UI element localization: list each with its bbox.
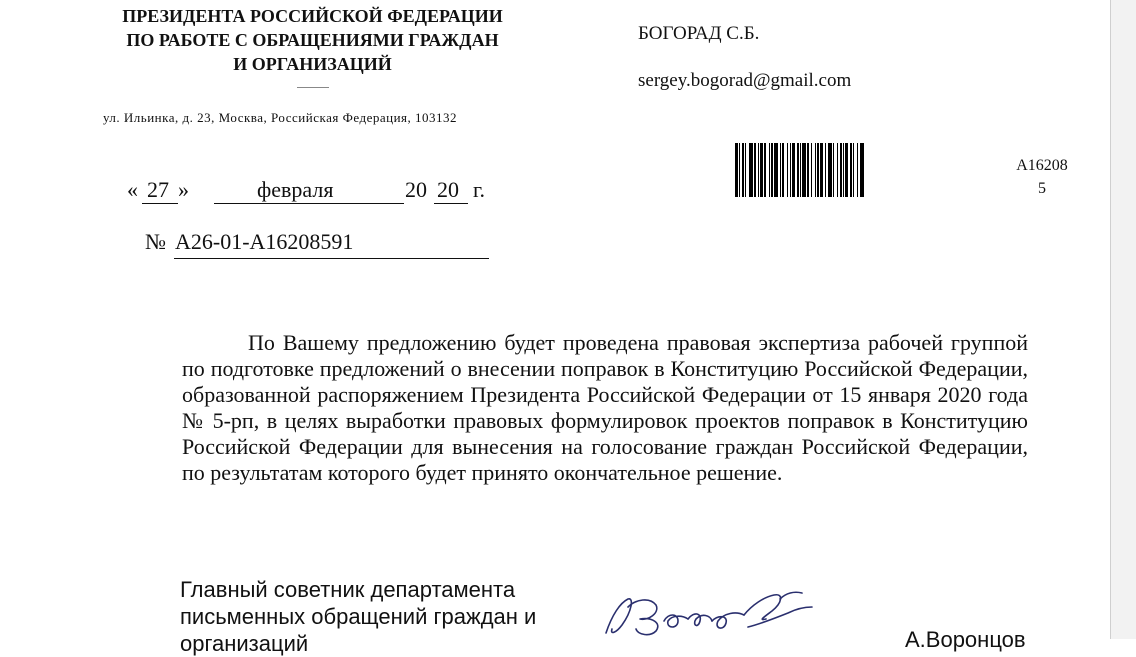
barcode-number-line-2: 5	[1038, 180, 1046, 197]
day-underline	[142, 203, 178, 204]
date-month: февраля	[257, 177, 334, 202]
barcode-bar	[853, 143, 854, 197]
barcode-bar	[807, 143, 809, 197]
barcode-bar	[774, 143, 778, 197]
barcode-bar	[857, 143, 858, 197]
org-name-line-1: ПРЕЗИДЕНТА РОССИЙСКОЙ ФЕДЕРАЦИИ	[122, 6, 503, 26]
barcode-bar	[843, 143, 844, 197]
barcode-bar	[742, 143, 744, 197]
barcode-bar	[792, 143, 795, 197]
date-year-label: г.	[473, 177, 486, 202]
barcode-bar	[760, 143, 763, 197]
org-name-line-3: И ОРГАНИЗАЦИЙ	[233, 54, 392, 74]
barcode-bar	[739, 143, 740, 197]
barcode-bar	[820, 143, 823, 197]
barcode-bar	[787, 143, 788, 197]
date-year-suffix: 20	[437, 177, 459, 202]
sender-address: ул. Ильинка, д. 23, Москва, Российская Федерация, 103132	[103, 110, 458, 125]
barcode-bar	[769, 143, 770, 197]
month-underline	[214, 203, 404, 204]
letter-body: По Вашему предложению будет проведена правовая экспертиза рабочей группой по подготовке предложений о внесении поправок в Конституцию Российской Федерации, образованной распоряжением Президента Российской Федерации от 15 января 2020 года № 5-рп, в целях выработки правовых формулировок проектов поправок в Конституцию Российской Федерации для вынесения на голосование граждан Российской Федерации, по результатам которого будет принято окончательное решение.	[182, 330, 1028, 485]
reference-underline	[174, 258, 489, 259]
recipient-email: sergey.bogorad@gmail.com	[638, 70, 852, 91]
date-open-quote: «	[127, 177, 138, 202]
barcode-bar	[837, 143, 838, 197]
barcode-bar	[758, 143, 759, 197]
barcode-bar	[828, 143, 832, 197]
barcode-bar	[745, 143, 746, 197]
barcode-bar	[850, 143, 852, 197]
barcode-bar	[764, 143, 766, 197]
barcode-image	[735, 143, 997, 197]
barcode-bar	[780, 143, 781, 197]
signatory-title	[180, 576, 536, 657]
barcode-bar	[797, 143, 799, 197]
barcode-bar	[749, 143, 753, 197]
barcode-bar	[817, 143, 819, 197]
barcode-bar	[790, 143, 791, 197]
signatory-title-line-2: письменных обращений граждан и	[180, 604, 537, 629]
barcode-number-line-1: А16208	[1016, 157, 1068, 174]
date-close-quote: »	[178, 177, 189, 202]
date-year-prefix: 20	[405, 177, 427, 202]
signatory-title-line-1: Главный советник департамента	[180, 577, 516, 602]
barcode-bar	[840, 143, 842, 197]
date-day: 27	[147, 177, 169, 202]
page-edge-scrollbar[interactable]	[1110, 0, 1136, 639]
barcode-number	[1012, 154, 1072, 200]
barcode-bar	[754, 143, 756, 197]
handwritten-signature	[598, 585, 818, 639]
barcode-bar	[825, 143, 826, 197]
barcode-bar	[833, 143, 834, 197]
barcode-bar	[860, 143, 864, 197]
barcode-bar	[811, 143, 812, 197]
reference-number: А26-01-А16208591	[175, 229, 354, 254]
signatory-name: А.Воронцов	[905, 627, 1026, 652]
header-divider	[297, 87, 329, 88]
barcode-bar	[771, 143, 773, 197]
recipient-name: БОГОРАД С.Б.	[638, 23, 760, 44]
org-name-line-2: ПО РАБОТЕ С ОБРАЩЕНИЯМИ ГРАЖДАН	[126, 30, 499, 50]
barcode-bar	[815, 143, 816, 197]
year-underline	[434, 203, 468, 204]
barcode-bar	[845, 143, 848, 197]
signatory-title-line-3: организаций	[180, 631, 309, 656]
barcode-bar	[735, 143, 738, 197]
barcode-bar	[782, 143, 784, 197]
barcode-bar	[802, 143, 806, 197]
reference-symbol: №	[145, 229, 166, 254]
barcode-bar	[800, 143, 801, 197]
